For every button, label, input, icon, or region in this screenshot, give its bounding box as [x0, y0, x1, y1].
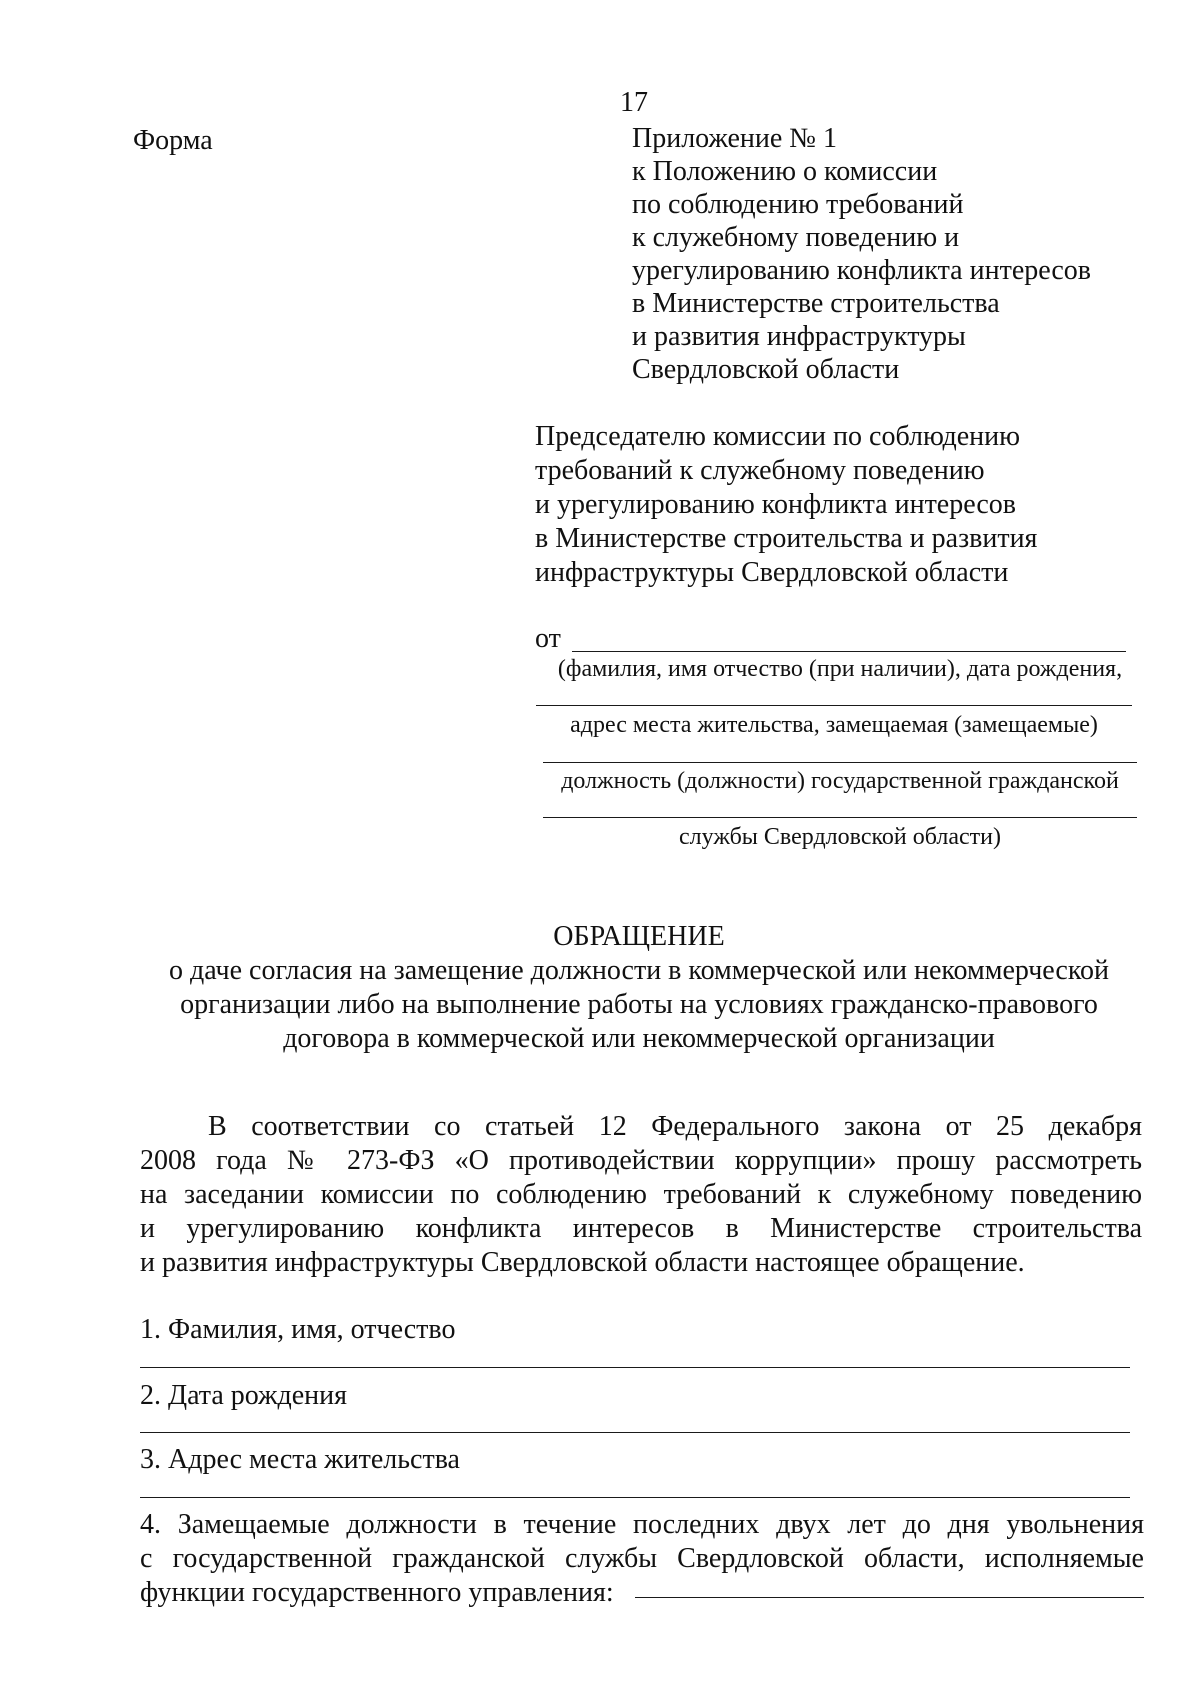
full-name-blank-line[interactable]: [140, 1367, 1130, 1368]
appendix-line: в Министерстве строительства: [632, 288, 1000, 319]
addressee-line: и урегулированию конфликта интересов: [535, 489, 1017, 520]
from-label: от: [535, 623, 561, 654]
from-caption: адрес места жительства, замещаемая (замещаемые): [570, 712, 1098, 738]
appendix-line: Свердловской области: [632, 354, 900, 385]
from-blank-line-3[interactable]: [543, 762, 1137, 763]
item4-line: с государственной гражданской службы Свердловской области, исполняемые: [140, 1543, 1144, 1574]
from-blank-line-1[interactable]: [572, 651, 1126, 652]
item-full-name: 1. Фамилия, имя, отчество: [140, 1314, 456, 1345]
birth-date-blank-line[interactable]: [140, 1432, 1130, 1433]
subtitle-line: организации либо на выполнение работы на условиях гражданско-правового: [180, 989, 1098, 1020]
body-line: В соответствии со статьей 12 Федерального закона от 25 декабря: [208, 1111, 1142, 1142]
item4-line: функции государственного управления:: [140, 1577, 614, 1608]
appendix-line: и развития инфраструктуры: [632, 321, 966, 352]
body-line: и урегулированию конфликта интересов в Министерстве строительства: [140, 1213, 1142, 1244]
appendix-line: к служебному поведению и: [632, 222, 960, 253]
appendix-line: к Положению о комиссии: [632, 156, 938, 187]
appendix-line: урегулированию конфликта интересов: [632, 255, 1092, 286]
addressee-line: Председателю комиссии по соблюдению: [535, 421, 1021, 452]
positions-blank-line[interactable]: [635, 1597, 1144, 1598]
from-caption: (фамилия, имя отчество (при наличии), дата рождения,: [557, 656, 1123, 682]
from-blank-line-4[interactable]: [543, 817, 1137, 818]
item-address: 3. Адрес места жительства: [140, 1444, 460, 1475]
document-subtitle: [140, 954, 1138, 1056]
from-caption: службы Свердловской области): [679, 824, 1001, 850]
addressee-line: в Министерстве строительства и развития: [535, 523, 1038, 554]
addressee-block: [535, 420, 1095, 590]
body-line: 2008 года № 273-ФЗ «О противодействии коррупции» прошу рассмотреть: [140, 1145, 1142, 1176]
body-line: на заседании комиссии по соблюдению требований к служебному поведению: [140, 1179, 1142, 1210]
body-line: и развития инфраструктуры Свердловской области настоящее обращение.: [140, 1247, 1025, 1278]
addressee-line: требований к служебному поведению: [535, 455, 985, 486]
item-birth-date: 2. Дата рождения: [140, 1380, 347, 1411]
form-label: Форма: [133, 125, 213, 156]
appendix-block: [632, 122, 1112, 387]
subtitle-line: договора в коммерческой или некоммерческой организации: [283, 1023, 995, 1054]
item-positions: [140, 1508, 1144, 1610]
page-number: 17: [620, 87, 648, 118]
document-title: ОБРАЩЕНИЕ: [553, 921, 725, 952]
appendix-line: по соблюдению требований: [632, 189, 964, 220]
from-blank-line-2[interactable]: [536, 705, 1132, 706]
item4-line: 4. Замещаемые должности в течение последних двух лет до дня увольнения: [140, 1509, 1144, 1540]
body-paragraph: [140, 1110, 1142, 1280]
from-caption: должность (должности) государственной гражданской: [561, 768, 1119, 794]
address-blank-line[interactable]: [140, 1497, 1130, 1498]
appendix-line: Приложение № 1: [632, 123, 837, 154]
subtitle-line: о даче согласия на замещение должности в коммерческой или некоммерческой: [168, 955, 1109, 986]
addressee-line: инфраструктуры Свердловской области: [535, 557, 1009, 588]
